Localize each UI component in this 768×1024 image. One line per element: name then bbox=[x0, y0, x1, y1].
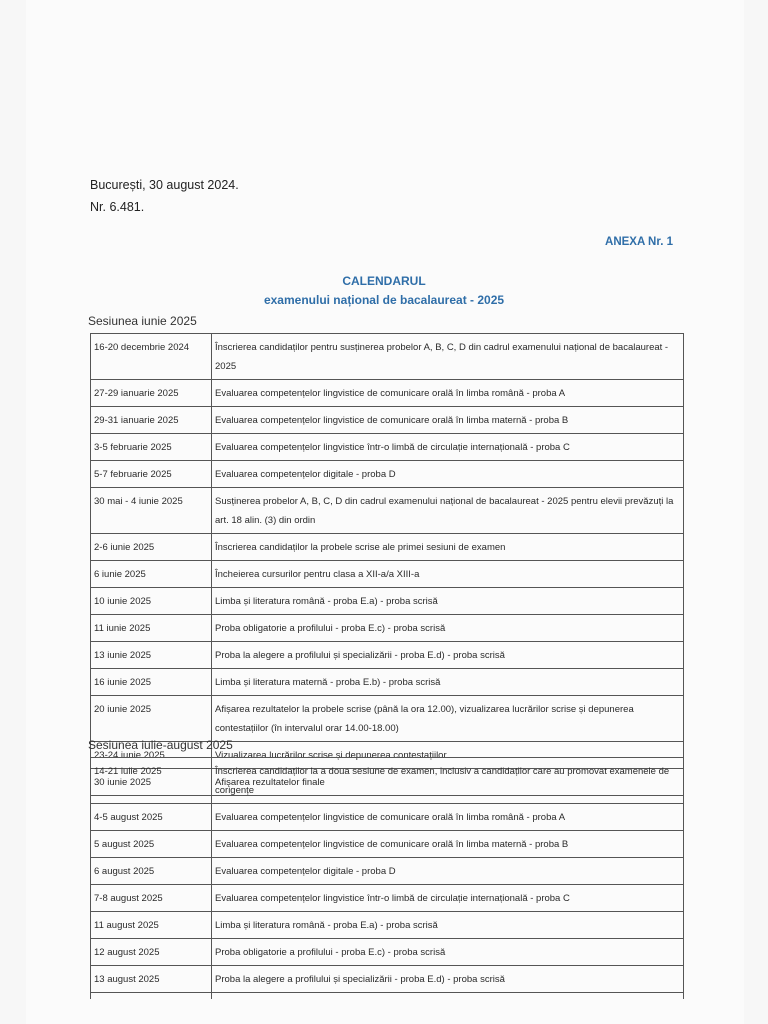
table-row bbox=[91, 912, 684, 939]
row-date: 2-6 iunie 2025 bbox=[91, 534, 212, 561]
table-row bbox=[91, 696, 684, 742]
row-date: 10 iunie 2025 bbox=[91, 588, 212, 615]
table-row bbox=[91, 642, 684, 669]
row-event: Evaluarea competențelor lingvistice de comunicare orală în limba maternă - proba B bbox=[212, 407, 684, 434]
row-event: Evaluarea competențelor lingvistice de comunicare orală în limba maternă - proba B bbox=[212, 831, 684, 858]
calendar-title: CALENDARUL bbox=[342, 274, 426, 288]
row-event: Înscrierea candidaților pentru susținerea probelor A, B, C, D din cadrul examenului național de bacalaureat - 2025 bbox=[212, 334, 684, 380]
document-date: București, 30 august 2024. bbox=[90, 178, 239, 192]
row-event: Evaluarea competențelor digitale - proba D bbox=[212, 858, 684, 885]
row-event: Proba la alegere a profilului și specializării - proba E.d) - proba scrisă bbox=[212, 966, 684, 993]
table-row bbox=[91, 669, 684, 696]
row-date: 13 august 2025 bbox=[91, 966, 212, 993]
row-event: Afișarea rezultatelor finale bbox=[212, 769, 684, 796]
row-date: 11 august 2025 bbox=[91, 912, 212, 939]
row-event: Limba și literatura maternă - proba E.b) - proba scrisă bbox=[212, 669, 684, 696]
table-row bbox=[91, 407, 684, 434]
row-date: 27-29 ianuarie 2025 bbox=[91, 380, 212, 407]
row-date: 4-5 august 2025 bbox=[91, 804, 212, 831]
table-row bbox=[91, 831, 684, 858]
row-date: 7-8 august 2025 bbox=[91, 885, 212, 912]
row-date: 29-31 ianuarie 2025 bbox=[91, 407, 212, 434]
table-row bbox=[91, 885, 684, 912]
row-event: Înscrierea candidaților la probele scrise ale primei sesiuni de examen bbox=[212, 534, 684, 561]
annex-label: ANEXA Nr. 1 bbox=[605, 236, 673, 248]
table-row bbox=[91, 380, 684, 407]
row-event: Încheierea cursurilor pentru clasa a XII-a/a XIII-a bbox=[212, 561, 684, 588]
row-date: 5 august 2025 bbox=[91, 831, 212, 858]
table-row bbox=[91, 461, 684, 488]
table-row bbox=[91, 561, 684, 588]
row-event: Evaluarea competențelor lingvistice de comunicare orală în limba română - proba A bbox=[212, 804, 684, 831]
table-row bbox=[91, 534, 684, 561]
row-event: Proba obligatorie a profilului - proba E.c) - proba scrisă bbox=[212, 615, 684, 642]
table-row bbox=[91, 334, 684, 380]
row-date: 20 iunie 2025 bbox=[91, 696, 212, 742]
row-date: 6 august 2025 bbox=[91, 858, 212, 885]
table-row bbox=[91, 434, 684, 461]
session-title: Sesiunea iulie-august 2025 bbox=[88, 738, 233, 752]
session-title: Sesiunea iunie 2025 bbox=[88, 314, 197, 328]
row-event: Proba la alegere a profilului și specializării - proba E.d) - proba scrisă bbox=[212, 642, 684, 669]
table-row bbox=[91, 804, 684, 831]
row-date: 23-24 iunie 2025 bbox=[91, 742, 212, 769]
row-event: Limba și literatura română - proba E.a) - proba scrisă bbox=[212, 588, 684, 615]
document-number: Nr. 6.481. bbox=[90, 200, 145, 214]
session-table bbox=[90, 757, 684, 999]
table-row bbox=[91, 588, 684, 615]
row-event: Înscrierea candidaților la a doua sesiune de examen, inclusiv a candidaților care au promovat examenele de corigențe bbox=[212, 758, 684, 804]
row-date: 16 iunie 2025 bbox=[91, 669, 212, 696]
calendar-subtitle: examenului național de bacalaureat - 2025 bbox=[263, 293, 505, 307]
row-date: 16-20 decembrie 2024 bbox=[91, 334, 212, 380]
row-date: 13 iunie 2025 bbox=[91, 642, 212, 669]
row-date: 30 mai - 4 iunie 2025 bbox=[91, 488, 212, 534]
row-date: 14-21 iulie 2025 bbox=[91, 758, 212, 804]
session-table bbox=[90, 333, 684, 796]
table-row bbox=[91, 758, 684, 804]
row-event: Evaluarea competențelor lingvistice de comunicare orală în limba română - proba A bbox=[212, 380, 684, 407]
row-event: Proba obligatorie a profilului - proba E.c) - proba scrisă bbox=[212, 939, 684, 966]
table-row-continued bbox=[91, 993, 684, 1000]
table-row bbox=[91, 488, 684, 534]
row-date: 12 august 2025 bbox=[91, 939, 212, 966]
row-event: Afișarea rezultatelor la probele scrise (până la ora 12.00), vizualizarea lucrărilor scrise și depunerea contestațiilor (în intervalul orar 14.00-18.00) bbox=[212, 696, 684, 742]
row-date: 5-7 februarie 2025 bbox=[91, 461, 212, 488]
row-event: Limba și literatura română - proba E.a) - proba scrisă bbox=[212, 912, 684, 939]
row-date: 11 iunie 2025 bbox=[91, 615, 212, 642]
row-date: 3-5 februarie 2025 bbox=[91, 434, 212, 461]
row-event: Evaluarea competențelor lingvistice într-o limbă de circulație internațională - proba C bbox=[212, 885, 684, 912]
row-event: Susținerea probelor A, B, C, D din cadrul examenului național de bacalaureat - 2025 pentru elevii prevăzuți la art. 18 alin. (3) din ordin bbox=[212, 488, 684, 534]
table-row bbox=[91, 939, 684, 966]
row-event: Evaluarea competențelor digitale - proba D bbox=[212, 461, 684, 488]
table-row bbox=[91, 615, 684, 642]
table-row bbox=[91, 858, 684, 885]
table-row bbox=[91, 966, 684, 993]
row-event: Vizualizarea lucrărilor scrise și depunerea contestațiilor bbox=[212, 742, 684, 769]
row-date: 6 iunie 2025 bbox=[91, 561, 212, 588]
row-event: Evaluarea competențelor lingvistice într-o limbă de circulație internațională - proba C bbox=[212, 434, 684, 461]
row-date: 30 iunie 2025 bbox=[91, 769, 212, 796]
